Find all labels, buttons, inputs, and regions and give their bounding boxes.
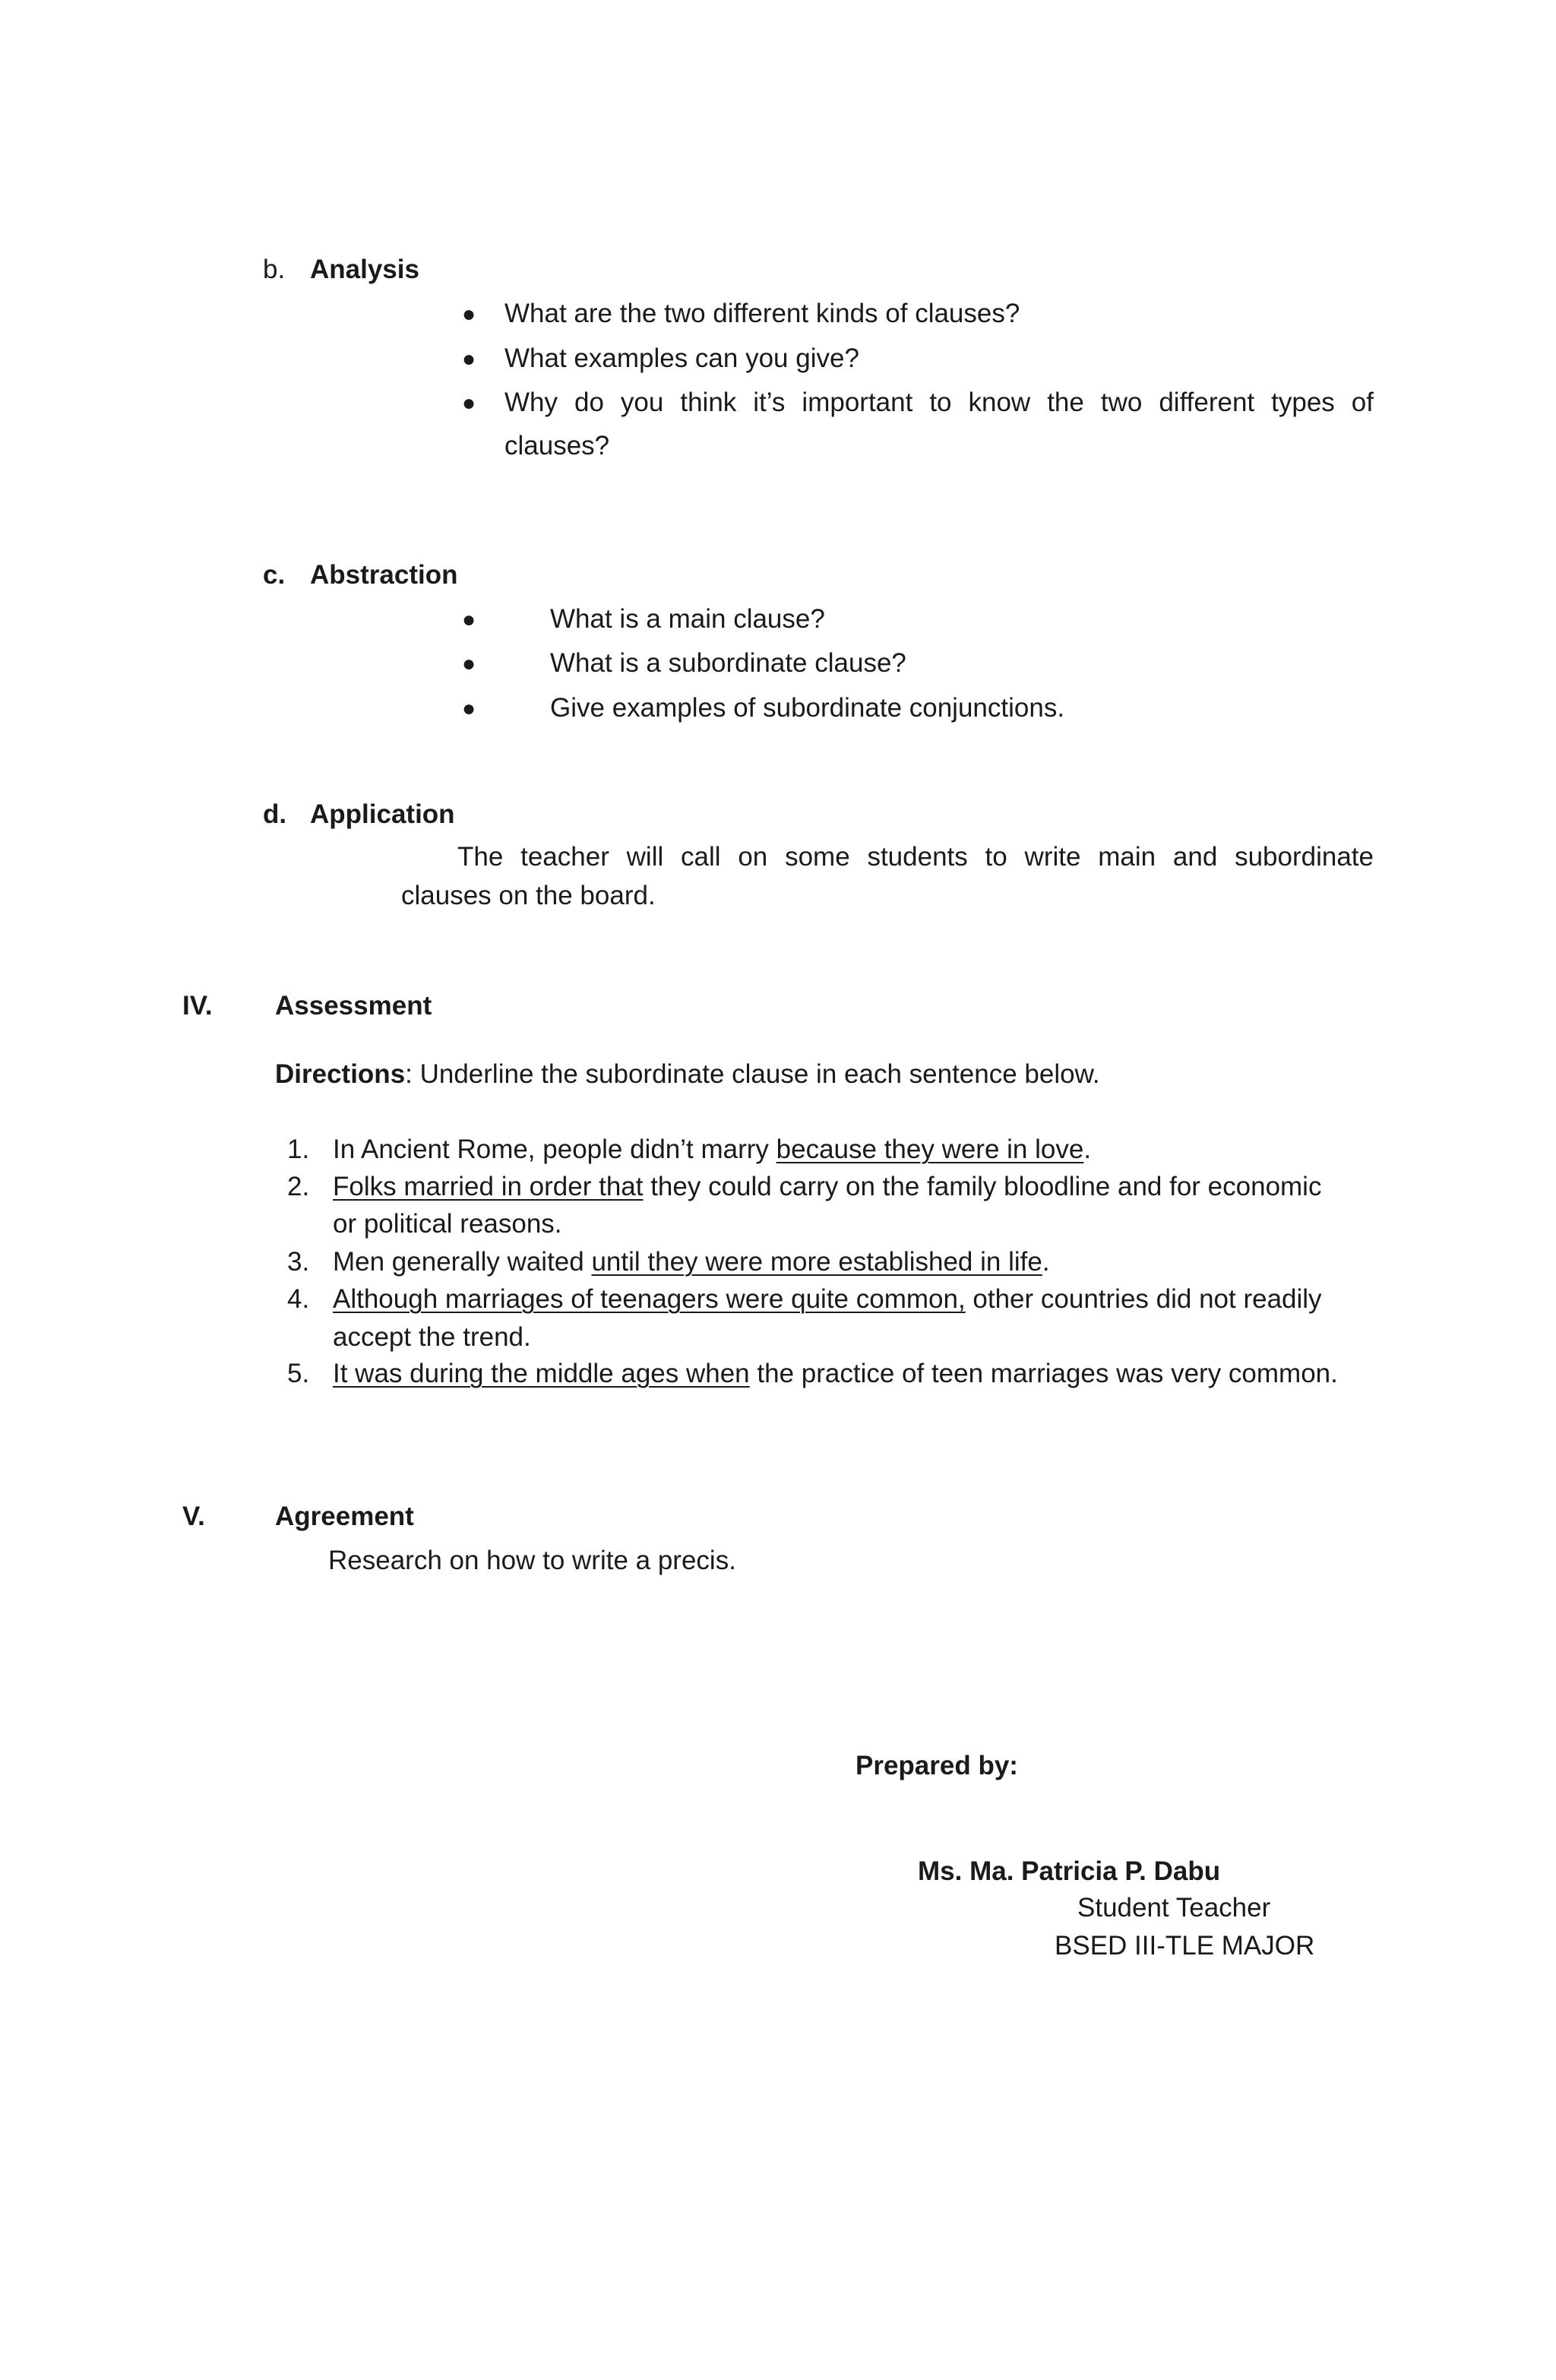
application-text-line-1: The teacher will call on some students to write main and subordinate [457, 842, 1374, 872]
analysis-bullet-3: Why do you think it’s important to know the two different types of [504, 388, 1374, 417]
bullet-icon: ● [462, 347, 476, 372]
item-number: 2. [287, 1172, 310, 1201]
assessment-heading: Assessment [275, 991, 432, 1021]
assessment-directions [275, 1059, 1100, 1090]
agreement-heading: Agreement [275, 1502, 414, 1531]
abstraction-heading: Abstraction [310, 560, 458, 590]
subordinate-clause: until they were more established in life [591, 1247, 1042, 1277]
assessment-item-4: Although marriages of teenagers were quite common, other countries did not readily [333, 1284, 1322, 1314]
assessment-item-5: It was during the middle ages when the practice of teen marriages was very common. [333, 1359, 1338, 1388]
analysis-bullet-3-cont: clauses? [504, 431, 610, 460]
application-text-line-2: clauses on the board. [401, 881, 656, 910]
item-number: 5. [287, 1359, 310, 1388]
bullet-icon: ● [462, 696, 476, 721]
assessment-item-3: Men generally waited until they were more established in life. [333, 1247, 1050, 1277]
agreement-text: Research on how to write a precis. [328, 1546, 736, 1575]
item-number: 4. [287, 1284, 310, 1314]
application-marker: d. [263, 799, 287, 829]
subordinate-clause: Although marriages of teenagers were quite common, [333, 1284, 966, 1314]
analysis-bullet-2: What examples can you give? [504, 343, 859, 373]
assessment-item-4-cont: accept the trend. [333, 1322, 531, 1352]
assessment-item-2-cont: or political reasons. [333, 1209, 562, 1239]
bullet-icon: ● [462, 607, 476, 632]
analysis-marker: b. [263, 255, 286, 284]
analysis-heading: Analysis [310, 255, 419, 284]
bullet-icon: ● [462, 651, 476, 676]
subordinate-clause: It was during the middle ages when [333, 1359, 750, 1388]
item-number: 1. [287, 1135, 310, 1164]
preparer-program: BSED III-TLE MAJOR [1055, 1931, 1315, 1961]
subordinate-clause: Folks married in order that [333, 1172, 644, 1201]
assessment-numeral: IV. [182, 991, 213, 1021]
preparer-role: Student Teacher [1077, 1893, 1271, 1923]
abstraction-bullet-3: Give examples of subordinate conjunctions. [550, 693, 1065, 723]
analysis-bullet-1: What are the two different kinds of clauses? [504, 299, 1020, 328]
item-number: 3. [287, 1247, 310, 1277]
subordinate-clause: because they were in love [776, 1135, 1084, 1164]
assessment-item-2: Folks married in order that they could carry on the family bloodline and for economic [333, 1172, 1322, 1201]
application-heading: Application [310, 799, 455, 829]
preparer-name: Ms. Ma. Patricia P. Dabu [918, 1856, 1221, 1886]
prepared-by-label: Prepared by: [855, 1751, 1018, 1780]
directions-label: Directions [275, 1059, 406, 1089]
agreement-numeral: V. [182, 1502, 205, 1531]
bullet-icon: ● [462, 302, 476, 327]
abstraction-bullet-2: What is a subordinate clause? [550, 648, 906, 678]
abstraction-marker: c. [263, 560, 286, 590]
assessment-item-1: In Ancient Rome, people didn’t marry because they were in love. [333, 1135, 1092, 1164]
abstraction-bullet-1: What is a main clause? [550, 604, 825, 634]
bullet-icon: ● [462, 391, 476, 416]
directions-text: : Underline the subordinate clause in each sentence below. [405, 1059, 1100, 1089]
